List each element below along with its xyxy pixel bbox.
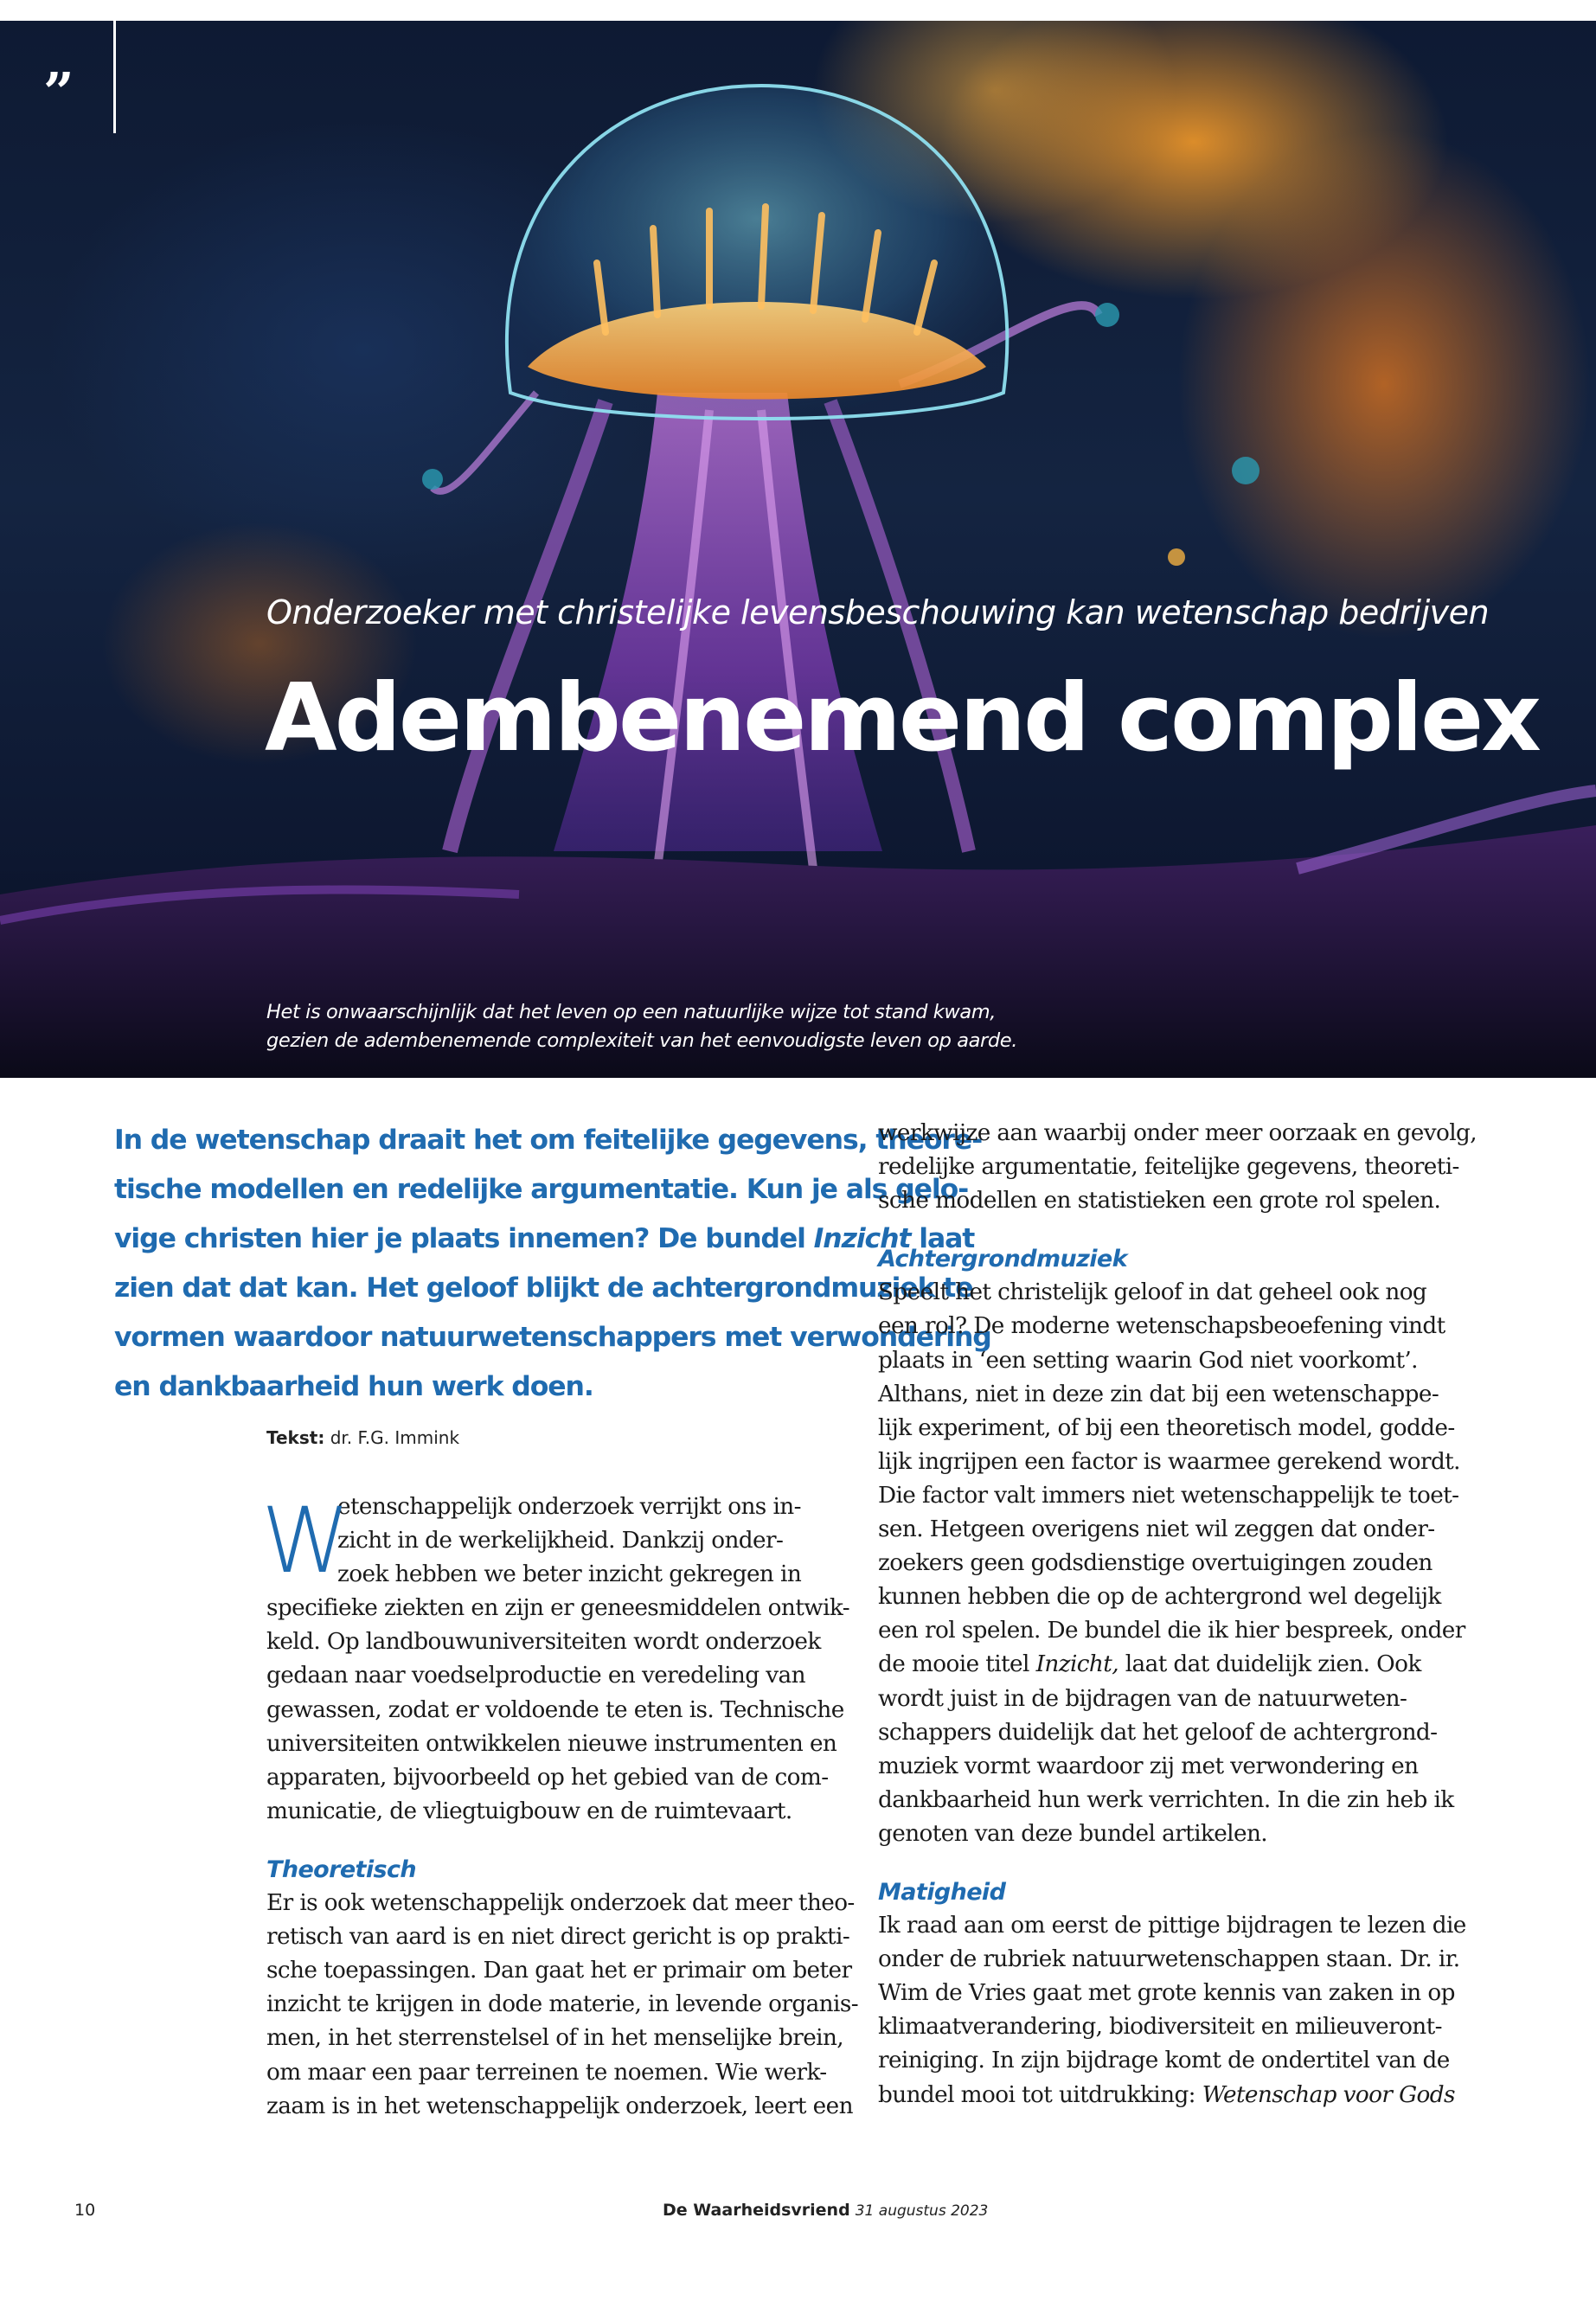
text-line: men, in het sterrenstelsel of in het menselijke brein, bbox=[266, 2025, 844, 2052]
text-line: dankbaarheid hun werk verrichten. In die zin heb ik bbox=[878, 1786, 1454, 1813]
first-paragraph bbox=[261, 1488, 850, 1829]
text-line: muziek vormt waardoor zij met verwondering en bbox=[878, 1753, 1419, 1779]
text-line: zoek hebben we beter inzicht gekregen in bbox=[337, 1561, 802, 1588]
quote-rule bbox=[113, 21, 116, 133]
section-heading: Achtergrondmuziek bbox=[878, 1246, 1127, 1273]
text-line: Er is ook wetenschappelijk onderzoek dat meer theo- bbox=[266, 1890, 855, 1917]
text-line: Speelt het christelijk geloof in dat geheel ook nog bbox=[878, 1279, 1427, 1306]
intro-line bbox=[114, 1215, 975, 1264]
right-column bbox=[878, 1117, 1477, 2112]
text-line: Die factor valt immers niet wetenschappelijk te toet- bbox=[878, 1482, 1459, 1509]
text-line: kunnen hebben die op de achtergrond wel degelijk bbox=[878, 1584, 1441, 1611]
text-run: laat dat duidelijk zien. Ook bbox=[1118, 1651, 1421, 1678]
section-heading: Matigheid bbox=[878, 1878, 1006, 1906]
text-line bbox=[878, 2079, 1455, 2112]
text-line: inzicht te krijgen in dode materie, in levende organis- bbox=[266, 1991, 859, 2018]
intro-line: tische modellen en redelijke argumentatie. Kun je als gelo- bbox=[114, 1174, 969, 1205]
text-line: een rol? De moderne wetenschapsbeoefening vindt bbox=[878, 1313, 1445, 1340]
photo-caption bbox=[266, 998, 1304, 1055]
text-line: zicht in de werkelijkheid. Dankzij onder- bbox=[337, 1528, 784, 1554]
jellyfish-illustration bbox=[0, 21, 1596, 1078]
text-line: gedaan naar voedselproductie en veredeling van bbox=[266, 1663, 805, 1689]
text-line: municatie, de vliegtuigbouw en de ruimtevaart. bbox=[266, 1798, 792, 1824]
intro-text: laat bbox=[910, 1223, 975, 1254]
running-footer bbox=[663, 2201, 988, 2220]
text-line: etenschappelijk onderzoek verrijkt ons in- bbox=[337, 1494, 801, 1520]
text-line: gewassen, zodat er voldoende te eten is. Technische bbox=[266, 1696, 844, 1723]
text-line: om maar een paar terreinen te noemen. Wie werk- bbox=[266, 2059, 827, 2086]
article-subtitle: Onderzoeker met christelijke levensbeschouwing kan wetenschap bedrijven bbox=[266, 593, 1490, 631]
text-line: sche toepassingen. Dan gaat het er primair om beter bbox=[266, 1958, 852, 1984]
text-line: sen. Hetgeen overigens niet wil zeggen dat onder- bbox=[878, 1516, 1435, 1543]
intro-line: zien dat dat kan. Het geloof blijkt de achtergrondmuziek te bbox=[114, 1272, 973, 1304]
section-heading: Theoretisch bbox=[266, 1856, 416, 1883]
text-line: retisch van aard is en niet direct gericht is op prakti- bbox=[266, 1924, 850, 1951]
text-line: Ik raad aan om eerst de pittige bijdragen te lezen die bbox=[878, 1913, 1466, 1939]
text-line: schappers duidelijk dat het geloof de achtergrond- bbox=[878, 1719, 1438, 1746]
text-line: genoten van deze bundel artikelen. bbox=[878, 1820, 1268, 1847]
intro-line: vormen waardoor natuurwetenschappers met verwondering bbox=[114, 1322, 991, 1353]
byline bbox=[266, 1427, 459, 1448]
page-number: 10 bbox=[74, 2201, 96, 2220]
text-line: Wim de Vries gaat met grote kennis van zaken in op bbox=[878, 1980, 1455, 2007]
text-line: lijk ingrijpen een factor is waarmee gerekend wordt. bbox=[878, 1448, 1460, 1475]
caption-line: Het is onwaarschijnlijk dat het leven op een natuurlijke wijze tot stand kwam, bbox=[266, 1001, 997, 1023]
text-line: reiniging. In zijn bijdrage komt de ondertitel van de bbox=[878, 2048, 1450, 2074]
intro-text: vige christen hier je plaats innemen? De bundel bbox=[114, 1223, 814, 1254]
text-line: zoekers geen godsdienstige overtuigingen zouden bbox=[878, 1550, 1433, 1577]
byline-author: dr. F.G. Immink bbox=[330, 1427, 460, 1448]
book-title: Inzicht, bbox=[1035, 1651, 1118, 1678]
subtitle-quote: Wetenschap voor Gods bbox=[1202, 2081, 1455, 2108]
issue-date: 31 augustus 2023 bbox=[855, 2202, 989, 2220]
left-column bbox=[261, 1488, 859, 2124]
book-title: Inzicht bbox=[813, 1223, 911, 1254]
article-title: Adembenemend complex bbox=[265, 664, 1539, 772]
text-line: apparaten, bijvoorbeeld op het gebied van de com- bbox=[266, 1764, 829, 1791]
hero-image bbox=[0, 21, 1596, 1078]
drop-cap: W bbox=[261, 1488, 350, 1593]
text-line: klimaatverandering, biodiversiteit en milieuveront- bbox=[878, 2014, 1442, 2041]
caption-line: gezien de adembenemende complexiteit van het eenvoudigste leven op aarde. bbox=[266, 1029, 1017, 1052]
text-line: lijk experiment, of bij een theoretisch model, godde- bbox=[878, 1414, 1455, 1441]
text-line bbox=[878, 1648, 1449, 1682]
text-line: wordt juist in de bijdragen van de natuurweten- bbox=[878, 1685, 1407, 1712]
intro-line: en dankbaarheid hun werk doen. bbox=[114, 1371, 593, 1402]
text-line: specifieke ziekten en zijn er geneesmiddelen ontwik- bbox=[266, 1595, 850, 1622]
text-line: redelijke argumentatie, feitelijke gegevens, theoreti- bbox=[878, 1154, 1459, 1181]
quote-mark-icon: ” bbox=[43, 61, 74, 124]
byline-label: Tekst: bbox=[266, 1427, 325, 1448]
text-line: universiteiten ontwikkelen nieuwe instrumenten en bbox=[266, 1730, 837, 1757]
intro-line: In de wetenschap draait het om feitelijke gegevens, theore- bbox=[114, 1125, 983, 1156]
text-line: onder de rubriek natuurwetenschappen staan. Dr. ir. bbox=[878, 1946, 1460, 1973]
text-line: een rol spelen. De bundel die ik hier bespreek, onder bbox=[878, 1618, 1465, 1644]
intro-lead bbox=[114, 1116, 991, 1412]
text-line: plaats in ‘een setting waarin God niet voorkomt’. bbox=[878, 1347, 1418, 1374]
text-line: zaam is in het wetenschappelijk onderzoek, leert een bbox=[266, 2093, 853, 2119]
publication-name: De Waarheidsvriend bbox=[663, 2201, 850, 2220]
text-line: Althans, niet in deze zin dat bij een wetenschappe- bbox=[878, 1381, 1439, 1407]
text-line: sche modellen en statistieken een grote rol spelen. bbox=[878, 1188, 1441, 1215]
text-run: bundel mooi tot uitdrukking: bbox=[878, 2081, 1202, 2108]
text-line: keld. Op landbouwuniversiteiten wordt onderzoek bbox=[266, 1629, 821, 1656]
text-run: de mooie titel bbox=[878, 1651, 1036, 1678]
text-line: werkwijze aan waarbij onder meer oorzaak en gevolg, bbox=[878, 1120, 1477, 1146]
